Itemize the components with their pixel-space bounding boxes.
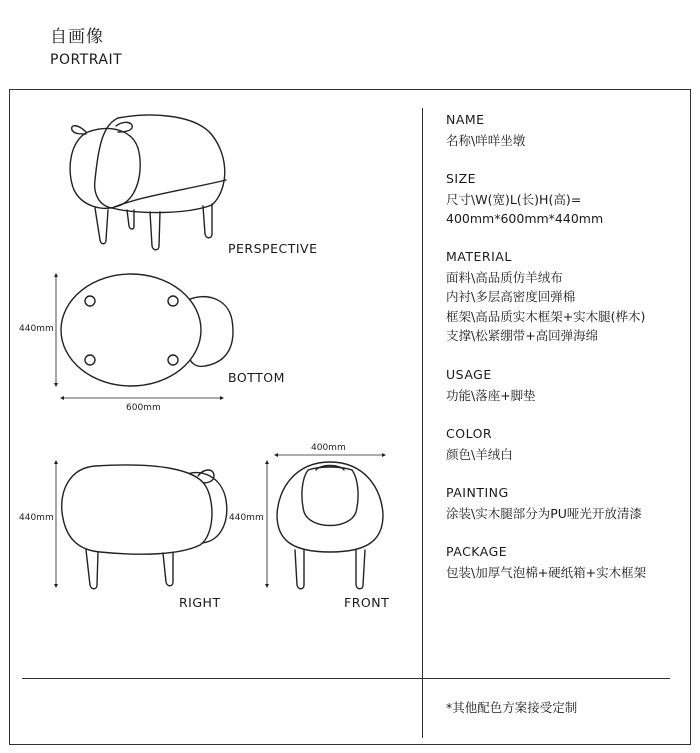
front-leg-right [356,550,365,589]
dim-bottom-height: 440mm [19,324,54,334]
perspective-leg-front-right [150,212,160,250]
front-body [277,462,383,552]
spec-heading: PACKAGE [446,544,508,559]
spec-line: 框架\高品质实木框架+实木腿(桦木) [446,308,646,324]
right-drawing [56,462,227,589]
spec-material [446,247,645,346]
label-front: FRONT [344,595,390,610]
spec-heading: SIZE [446,171,477,186]
label-bottom: BOTTOM [228,370,285,385]
page-subtitle: PORTRAIT [50,52,123,68]
right-body [62,465,212,554]
spec-line: 包装\加厚气泡棉+硬纸箱+实木框架 [446,564,647,580]
perspective-drawing [70,115,226,250]
label-perspective: PERSPECTIVE [228,241,318,256]
front-drawing [267,455,384,589]
perspective-leg-back-left [127,210,134,229]
footnote: *其他配色方案接受定制 [446,700,578,715]
spec-line: 内衬\多层高密度回弹棉 [446,289,576,304]
bottom-drawing [56,274,233,398]
spec-line: 面料\高品质仿羊绒布 [446,269,563,285]
page-title: 自画像 [50,27,104,47]
spec-line: 名称\咩咩坐墩 [446,132,526,148]
spec-color [446,424,513,464]
spec-heading: COLOR [446,426,493,441]
right-leg-front [86,550,98,589]
dim-right-height: 440mm [19,513,54,523]
spec-usage [446,365,536,405]
bottom-body [61,274,201,386]
dim-front-width: 400mm [311,443,346,453]
label-right: RIGHT [179,595,221,610]
dim-front-height: 440mm [229,513,264,523]
perspective-leg-back-right [203,204,212,238]
spec-line: 尺寸\W(宽)L(长)H(高)= [446,191,582,207]
spec-painting [446,483,642,523]
perspective-leg-front-left [95,208,108,244]
spec-heading: MATERIAL [446,249,512,264]
spec-package [446,542,646,582]
spec-line: 功能\落座+脚垫 [446,387,536,403]
spec-heading: PAINTING [446,485,509,500]
spec-name [446,110,525,150]
front-head [302,467,358,526]
spec-line: 支撑\松紧绷带+高回弹海绵 [446,328,599,343]
spec-size [446,169,603,229]
spec-line: 涂装\实木腿部分为PU哑光开放清漆 [446,505,642,521]
spec-heading: NAME [446,112,485,127]
front-leg-left [295,550,304,589]
perspective-seam [112,180,226,208]
spec-heading: USAGE [446,367,492,382]
dim-bottom-width: 600mm [126,403,161,413]
right-leg-back [163,553,173,586]
perspective-ear-left [72,126,86,134]
spec-line: 颜色\羊绒白 [446,446,513,462]
perspective-head [70,129,140,209]
spec-line: 400mm*600mm*440mm [446,211,604,226]
